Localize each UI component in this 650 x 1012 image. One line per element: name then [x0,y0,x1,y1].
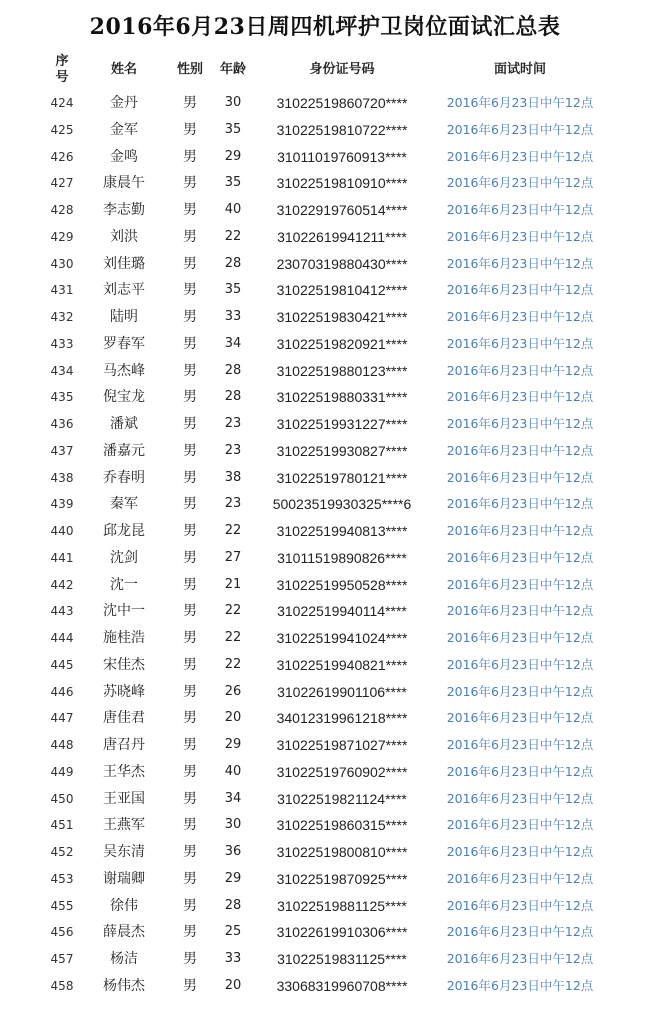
cell-interview-time: 2016年6月23日中午12点 [446,202,594,217]
cell-seq: 453 [50,871,74,886]
cell-interview-time: 2016年6月23日中午12点 [446,95,594,110]
cell-interview-time: 2016年6月23日中午12点 [446,763,594,779]
cell-interview-time: 2016年6月23日中午12点 [446,228,594,244]
cell-name: 倪宝龙 [103,389,145,406]
cell-id-number: 31022519800810**** [276,844,408,860]
cell-age: 35 [224,175,242,191]
cell-age: 35 [224,121,242,137]
cell-id-number: 31022519860720**** [276,95,408,111]
cell-name: 李志勤 [103,202,145,218]
cell-interview-time: 2016年6月23日中午12点 [446,309,594,324]
cell-age: 22 [224,228,242,244]
cell-interview-time: 2016年6月23日中午12点 [446,897,594,913]
cell-gender: 男 [183,844,197,860]
cell-name: 乔春明 [103,469,145,486]
cell-interview-time: 2016年6月23日中午12点 [446,255,594,271]
cell-gender: 男 [183,576,197,593]
cell-age: 22 [224,523,242,538]
cell-id-number: 31022519880123**** [276,362,408,379]
header-id-number: 身份证号码 [309,62,375,77]
cell-id-number: 31022519870925**** [276,870,408,887]
table-row [0,304,650,331]
cell-gender: 男 [183,683,197,700]
cell-seq: 446 [50,684,74,699]
cell-name: 沈一 [110,576,138,593]
cell-gender: 男 [183,95,197,111]
header-gender: 性别 [176,62,203,77]
cell-age: 40 [224,763,242,779]
cell-age: 23 [224,442,242,458]
cell-id-number: 31022519940114**** [277,603,407,620]
cell-gender: 男 [183,977,197,994]
cell-id-number: 31011019760913**** [277,148,407,165]
cell-gender: 男 [183,255,197,272]
table-row [0,358,650,385]
cell-interview-time: 2016年6月23日中午12点 [446,737,594,752]
cell-gender: 男 [183,416,197,432]
cell-interview-time: 2016年6月23日中午12点 [446,121,594,137]
cell-gender: 男 [183,549,197,566]
cell-seq: 426 [50,149,74,164]
cell-id-number: 31022519871027**** [276,737,408,753]
table-row [0,812,650,839]
cell-age: 30 [224,95,242,110]
cell-seq: 456 [50,925,74,940]
cell-gender: 男 [183,442,197,459]
cell-interview-time: 2016年6月23日中午12点 [446,844,594,859]
cell-gender: 男 [183,870,197,887]
cell-age: 20 [224,710,242,726]
cell-age: 35 [224,282,242,298]
cell-age: 28 [224,255,242,271]
table-row [0,224,650,251]
table-row [0,170,650,197]
cell-gender: 男 [183,148,197,165]
cell-seq: 443 [50,604,74,619]
cell-seq: 440 [50,524,74,538]
table-row [0,491,650,518]
cell-gender: 男 [183,469,197,486]
cell-age: 22 [224,603,242,619]
cell-seq: 434 [50,363,74,378]
cell-name: 邱龙昆 [103,523,145,539]
table-row [0,625,650,652]
cell-seq: 450 [50,791,74,806]
cell-gender: 男 [183,228,197,245]
cell-seq: 457 [50,952,74,966]
table-row [0,251,650,278]
cell-interview-time: 2016年6月23日中午12点 [446,282,594,298]
table-row [0,438,650,465]
cell-interview-time: 2016年6月23日中午12点 [446,977,594,993]
cell-name: 施桂浩 [103,630,145,646]
cell-interview-time: 2016年6月23日中午12点 [446,870,594,886]
table-row [0,144,650,171]
cell-interview-time: 2016年6月23日中午12点 [446,496,594,512]
table-row [0,572,650,599]
table-row [0,518,650,545]
cell-gender: 男 [183,523,197,539]
cell-name: 罗春军 [103,335,145,352]
cell-gender: 男 [183,737,197,753]
cell-seq: 438 [50,470,74,485]
cell-interview-time: 2016年6月23日中午12点 [446,924,594,940]
cell-gender: 男 [183,362,197,379]
cell-interview-time: 2016年6月23日中午12点 [446,683,594,699]
cell-age: 29 [224,148,242,164]
cell-seq: 433 [50,336,74,351]
cell-age: 26 [224,683,242,699]
cell-name: 沈中一 [103,603,145,620]
cell-gender: 男 [183,710,197,727]
cell-name: 刘志平 [103,282,145,299]
cell-seq: 429 [50,229,74,244]
cell-name: 沈剑 [110,549,138,566]
table-row [0,277,650,304]
cell-interview-time: 2016年6月23日中午12点 [446,549,594,565]
cell-gender: 男 [183,496,197,513]
cell-seq: 449 [50,764,74,779]
cell-id-number: 31022519881125**** [277,897,407,914]
cell-id-number: 31022619941211**** [277,228,407,245]
cell-seq: 458 [50,978,74,993]
header-seq-line2: 号 [55,70,69,85]
cell-seq: 444 [50,631,74,645]
cell-gender: 男 [183,817,197,834]
cell-interview-time: 2016年6月23日中午12点 [446,710,594,726]
table-row [0,117,650,144]
cell-gender: 男 [183,202,197,218]
table-row [0,411,650,438]
cell-age: 33 [224,951,242,966]
cell-age: 29 [224,737,242,752]
cell-interview-time: 2016年6月23日中午12点 [446,523,594,538]
table-row [0,679,650,706]
cell-gender: 男 [183,335,197,352]
cell-seq: 424 [50,96,74,110]
cell-age: 28 [224,362,242,378]
table-row [0,786,650,813]
table-row [0,652,650,679]
header-interview-time: 面试时间 [493,62,546,77]
cell-interview-time: 2016年6月23日中午12点 [446,817,594,833]
page-title: 2016年6月23日周四机坪护卫岗位面试汇总表 [89,14,561,40]
cell-interview-time: 2016年6月23日中午12点 [446,603,594,619]
cell-id-number: 31022519880331**** [276,389,408,406]
cell-id-number: 31022519940813**** [276,523,408,539]
cell-id-number: 50023519930325****6 [272,496,412,513]
table-row [0,598,650,625]
cell-id-number: 31022519780121**** [276,469,408,486]
table-row [0,465,650,492]
cell-seq: 435 [50,390,74,405]
cell-age: 38 [224,469,242,485]
header-seq-line1: 序 [55,54,69,69]
cell-name: 金军 [110,121,138,138]
table-row [0,732,650,759]
cell-gender: 男 [183,603,197,620]
cell-age: 22 [224,656,242,672]
cell-seq: 437 [50,443,74,458]
cell-interview-time: 2016年6月23日中午12点 [446,148,594,164]
cell-name: 康晨午 [103,175,145,192]
table-header [0,54,650,88]
table-row [0,90,650,117]
cell-age: 30 [224,817,242,833]
cell-name: 杨洁 [110,951,138,967]
cell-seq: 441 [50,550,74,565]
cell-id-number: 31011519890826**** [277,549,407,566]
cell-seq: 428 [50,203,74,217]
cell-age: 21 [224,576,242,592]
cell-name: 潘斌 [110,416,138,432]
cell-name: 吴东清 [103,844,145,860]
cell-interview-time: 2016年6月23日中午12点 [446,790,594,806]
cell-gender: 男 [183,282,197,299]
cell-name: 谢瑞卿 [103,870,145,887]
cell-age: 23 [224,496,242,512]
cell-interview-time: 2016年6月23日中午12点 [446,389,594,405]
cell-id-number: 31022519760902**** [276,763,408,780]
cell-name: 金鸣 [110,148,138,165]
cell-interview-time: 2016年6月23日中午12点 [446,335,594,351]
cell-interview-time: 2016年6月23日中午12点 [446,630,594,645]
cell-id-number: 31022519810722**** [276,121,408,138]
cell-name: 唐召丹 [103,737,145,753]
cell-name: 秦军 [110,496,138,513]
cell-seq: 432 [50,310,74,324]
cell-name: 宋佳杰 [103,656,145,673]
cell-seq: 442 [50,577,74,592]
cell-id-number: 23070319880430**** [276,255,408,272]
cell-seq: 436 [50,417,74,431]
cell-age: 28 [224,897,242,913]
cell-seq: 425 [50,122,74,137]
header-age: 年龄 [219,62,246,77]
cell-id-number: 31022519810412**** [276,282,408,299]
cell-interview-time: 2016年6月23日中午12点 [446,656,594,672]
cell-seq: 451 [50,818,74,833]
cell-id-number: 31022519941024**** [276,630,408,646]
cell-age: 23 [224,416,242,431]
table-row [0,839,650,866]
cell-gender: 男 [183,309,197,325]
cell-age: 28 [224,389,242,405]
cell-id-number: 31022519950528**** [276,576,408,593]
table-row [0,331,650,358]
cell-gender: 男 [183,897,197,914]
header-seq [44,54,80,86]
cell-interview-time: 2016年6月23日中午12点 [446,442,594,458]
table-row [0,946,650,973]
cell-seq: 448 [50,738,74,752]
table-row [0,545,650,572]
cell-gender: 男 [183,924,197,941]
cell-name: 刘佳璐 [103,255,145,272]
cell-name: 马杰峰 [103,362,145,379]
cell-id-number: 31022519940821**** [276,656,408,673]
cell-seq: 445 [50,657,74,672]
cell-age: 40 [224,202,242,217]
cell-age: 20 [224,977,242,993]
cell-id-number: 31022519820921**** [276,335,408,352]
cell-id-number: 31022519831125**** [277,951,407,967]
cell-seq: 447 [50,711,74,726]
cell-gender: 男 [183,630,197,646]
cell-id-number: 31022919760514**** [276,202,408,218]
cell-gender: 男 [183,175,197,192]
cell-name: 陆明 [110,309,138,325]
table-row [0,759,650,786]
cell-seq: 430 [50,256,74,271]
table-row [0,384,650,411]
cell-id-number: 31022519930827**** [276,442,408,459]
table-row [0,705,650,732]
cell-name: 金丹 [110,95,138,111]
cell-id-number: 31022619910306**** [276,924,408,941]
cell-age: 36 [224,844,242,859]
cell-name: 王燕军 [103,817,145,834]
cell-gender: 男 [183,389,197,406]
cell-age: 27 [224,549,242,565]
cell-interview-time: 2016年6月23日中午12点 [446,416,594,431]
cell-name: 薛晨杰 [103,924,145,941]
cell-id-number: 31022519931227**** [276,416,408,432]
cell-interview-time: 2016年6月23日中午12点 [446,951,594,966]
cell-age: 29 [224,870,242,886]
cell-interview-time: 2016年6月23日中午12点 [446,175,594,191]
cell-age: 34 [224,790,242,806]
cell-interview-time: 2016年6月23日中午12点 [446,362,594,378]
cell-gender: 男 [183,763,197,780]
cell-id-number: 31022519830421**** [276,309,408,325]
cell-gender: 男 [183,951,197,967]
cell-age: 34 [224,335,242,351]
cell-age: 25 [224,924,242,940]
cell-interview-time: 2016年6月23日中午12点 [446,469,594,485]
cell-id-number: 31022519821124**** [277,790,407,807]
cell-name: 潘嘉元 [103,442,145,459]
cell-age: 33 [224,309,242,324]
cell-name: 唐佳君 [103,710,145,727]
cell-name: 刘洪 [110,228,138,245]
cell-interview-time: 2016年6月23日中午12点 [446,576,594,592]
cell-name: 徐伟 [110,897,138,914]
table-body [0,90,650,1000]
cell-id-number: 31022619901106**** [277,683,407,700]
cell-id-number: 31022519860315**** [276,817,408,834]
cell-seq: 455 [50,898,74,913]
cell-name: 王亚国 [103,790,145,807]
cell-id-number: 31022519810910**** [276,175,408,192]
table-row [0,893,650,920]
cell-gender: 男 [183,790,197,807]
cell-gender: 男 [183,656,197,673]
cell-age: 22 [224,630,242,645]
table-row [0,197,650,224]
cell-seq: 431 [50,283,74,298]
cell-seq: 427 [50,176,74,191]
cell-id-number: 34012319961218**** [276,710,408,727]
cell-seq: 439 [50,497,74,512]
cell-id-number: 33068319960708**** [276,977,408,994]
cell-name: 杨伟杰 [103,977,145,994]
table-row [0,919,650,946]
cell-name: 苏晓峰 [103,683,145,700]
cell-seq: 452 [50,845,74,859]
cell-gender: 男 [183,121,197,138]
cell-name: 王华杰 [103,763,145,780]
table-row [0,866,650,893]
header-name: 姓名 [110,62,137,77]
table-row [0,973,650,1000]
